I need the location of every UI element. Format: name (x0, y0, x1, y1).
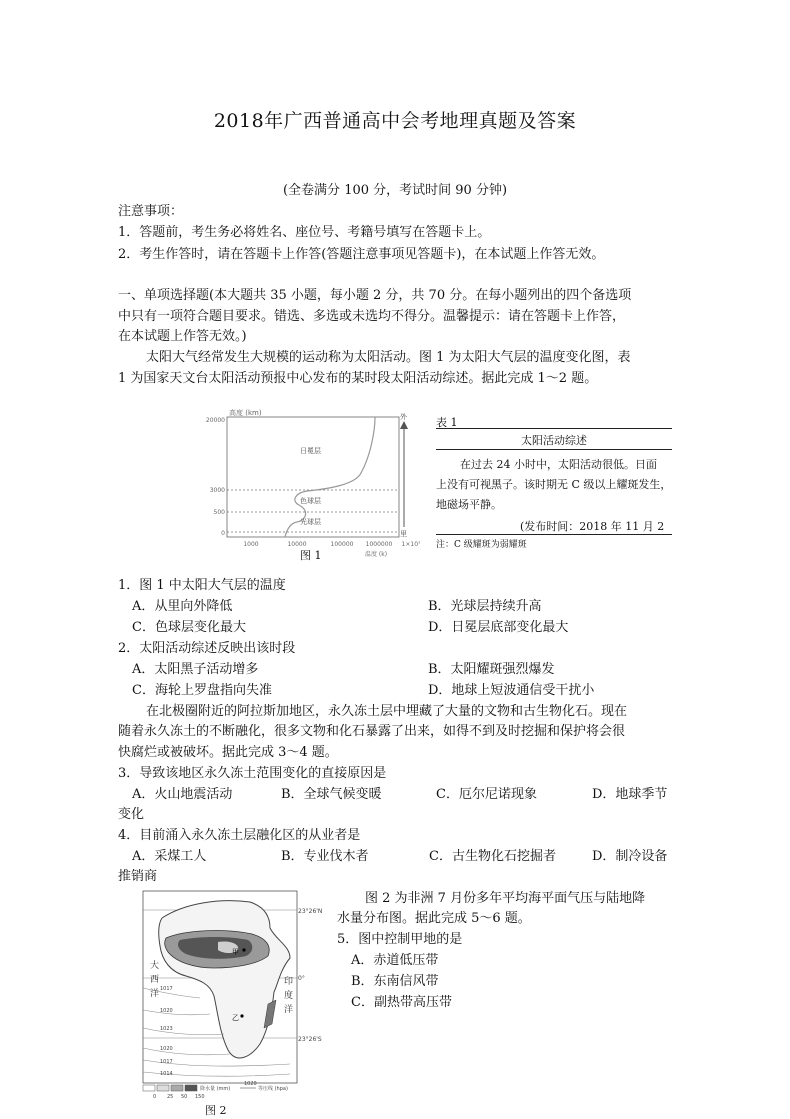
option-d-wrap: 推销商 (118, 869, 158, 884)
passage-line: 水量分布图。据此完成 5～6 题。 (337, 911, 531, 926)
figure2-africa-map (140, 888, 330, 1100)
x-tick: 1000000 (365, 541, 393, 548)
table1-title: 太阳活动综述 (521, 434, 587, 447)
notice-item: 2．考生作答时，请在答题卡上作答(答题注意事项见答题卡)，在本试题上作答无效。 (118, 247, 605, 262)
table1-bottom-rule (436, 534, 672, 535)
option-a: A．采煤工人 (132, 849, 207, 864)
legend-value: 150 (195, 1094, 205, 1100)
option-a: A．从里向外降低 (132, 599, 233, 614)
ocean-label-indian: 度 (284, 991, 294, 1001)
section-intro-line: 在本试题上作答无效。) (118, 329, 247, 344)
layer-label: 光球层 (300, 518, 321, 526)
page-title: 2018年广西普通高中会考地理真题及答案 (213, 110, 577, 132)
passage-line: 太阳大气经常发生大规模的运动称为太阳活动。图 1 为太阳大气层的温度变化图，表 (146, 350, 631, 365)
legend-precip-label: 降水量 (mm) (200, 1086, 231, 1092)
exam-info: (全卷满分 100 分，考试时间 90 分钟) (282, 183, 508, 198)
table1-note: 注：C 级耀斑为弱耀斑 (436, 540, 527, 550)
table1-body-line: 在过去 24 小时中，太阳活动很低。日面 (460, 458, 657, 471)
option-b: B．太阳耀斑强烈爆发 (428, 662, 555, 677)
option-b: B．专业伐木者 (281, 849, 369, 864)
option-c: C．副热带高压带 (351, 995, 452, 1010)
y-tick: 20000 (205, 417, 225, 424)
isobar-label: 1020 (160, 1046, 173, 1052)
option-d: D．地球季节 (592, 787, 668, 802)
option-d: D．制冷设备 (592, 849, 668, 864)
ocean-label-indian: 洋 (284, 1005, 294, 1015)
question-stem: 5．图中控制甲地的是 (337, 932, 463, 947)
x-tick: 100000 (330, 541, 354, 548)
notice-heading: 注意事项： (118, 204, 184, 219)
y-tick: 500 (213, 509, 225, 516)
isobar-label: 1017 (160, 1059, 173, 1065)
legend-isobar-label: 等压线 (hpa) (258, 1086, 288, 1092)
passage-line: 1 为国家天文台太阳活动预报中心发布的某时段太阳活动综述。据此完成 1～2 题。 (118, 371, 598, 386)
passage-line: 快腐烂或被破坏。据此完成 3～4 题。 (118, 745, 338, 760)
option-b: B．全球气候变暖 (281, 787, 382, 802)
question-stem: 3．导致该地区永久冻土范围变化的直接原因是 (118, 766, 387, 781)
point-jia: 甲 (232, 948, 239, 956)
arrow-bottom-label: 里 (400, 530, 407, 538)
legend-isobar-value: 1020 (244, 1081, 257, 1087)
layer-label: 色球层 (300, 497, 321, 505)
x-tick: 1×10⁷ (401, 541, 421, 548)
layer-label: 日冕层 (300, 447, 321, 455)
x-tick: 1000 (243, 541, 259, 548)
question-stem: 1．图 1 中太阳大气层的温度 (118, 578, 286, 593)
table1-label: 表 1 (436, 416, 458, 429)
table1-release: (发布时间：2018 年 11 月 2 (520, 520, 665, 533)
passage-line: 随着永久冻土的不断融化，很多文物和化石暴露了出来，如得不到及时挖掘和保护将会很 (118, 724, 626, 739)
notice-item: 1．答题前，考生务必将姓名、座位号、考籍号填写在答题卡上。 (118, 225, 491, 240)
table1-top-rule (436, 428, 672, 429)
ocean-label-indian: 印 (284, 977, 294, 987)
option-d: D．地球上短波通信受干扰小 (428, 683, 595, 698)
section-intro-line: 一、单项选择题(本大题共 35 小题，每小题 2 分，共 70 分。在每小题列出的四个备选项 (118, 288, 632, 303)
x-axis-label: 温度 (k) (365, 551, 388, 558)
question-stem: 2．太阳活动综述反映出该时段 (118, 641, 296, 656)
table1-body-line: 上没有可视黑子。该时期无 C 级以上耀斑发生， (436, 478, 672, 491)
option-d: D．日冕层底部变化最大 (428, 620, 569, 635)
figure2-caption: 图 2 (205, 1104, 227, 1117)
ocean-label-atlantic: 洋 (150, 989, 160, 999)
option-c: C．海轮上罗盘指向失准 (132, 683, 272, 698)
option-c: C．厄尔尼诺现象 (436, 787, 537, 802)
option-c: C．色球层变化最大 (132, 620, 246, 635)
arrow-top-label: 外 (400, 413, 407, 421)
passage-line: 在北极圈附近的阿拉斯加地区，永久冻土层中埋藏了大量的文物和古生物化石。现在 (146, 704, 628, 719)
table1-body-line: 地磁场平静。 (436, 498, 502, 511)
legend-value: 0 (153, 1094, 157, 1100)
isobar-label: 1020 (160, 1008, 173, 1014)
section-intro-line: 中只有一项符合题目要求。错选、多选或未选均不得分。温馨提示：请在答题卡上作答， (118, 309, 626, 324)
lat-s-label: 23°26'S (298, 1036, 322, 1043)
option-a: A．赤道低压带 (351, 953, 439, 968)
isobar-label: 1014 (160, 1071, 173, 1077)
ocean-label-atlantic: 西 (150, 975, 160, 985)
point-yi: 乙 (232, 1014, 239, 1022)
passage-line: 图 2 为非洲 7 月份多年平均海平面气压与陆地降 (365, 891, 646, 906)
option-a: A．火山地震活动 (132, 787, 233, 802)
y-tick: 0 (221, 530, 225, 537)
question-stem: 4．目前涌入永久冻土层融化区的从业者是 (118, 828, 361, 843)
option-d-wrap: 变化 (118, 807, 145, 822)
option-a: A．太阳黑子活动增多 (132, 662, 259, 677)
lat-0-label: 0° (298, 975, 305, 982)
figure1-caption: 图 1 (300, 549, 322, 562)
option-c: C．古生物化石挖掘者 (429, 849, 556, 864)
lat-n-label: 23°26'N (298, 908, 323, 915)
x-tick: 10000 (287, 541, 307, 548)
y-axis-label: 高度 (km) (229, 409, 262, 417)
isobar-label: 1023 (160, 1026, 173, 1032)
table1-mid-rule (436, 449, 672, 450)
legend-value: 50 (181, 1094, 188, 1100)
legend-value: 25 (167, 1094, 174, 1100)
y-tick: 3000 (209, 487, 225, 494)
option-b: B．光球层持续升高 (428, 599, 542, 614)
figure1-temperature-chart (195, 405, 425, 565)
option-b: B．东南信风带 (351, 974, 439, 989)
ocean-label-atlantic: 大 (150, 961, 160, 971)
isobar-label: 1017 (160, 986, 173, 992)
